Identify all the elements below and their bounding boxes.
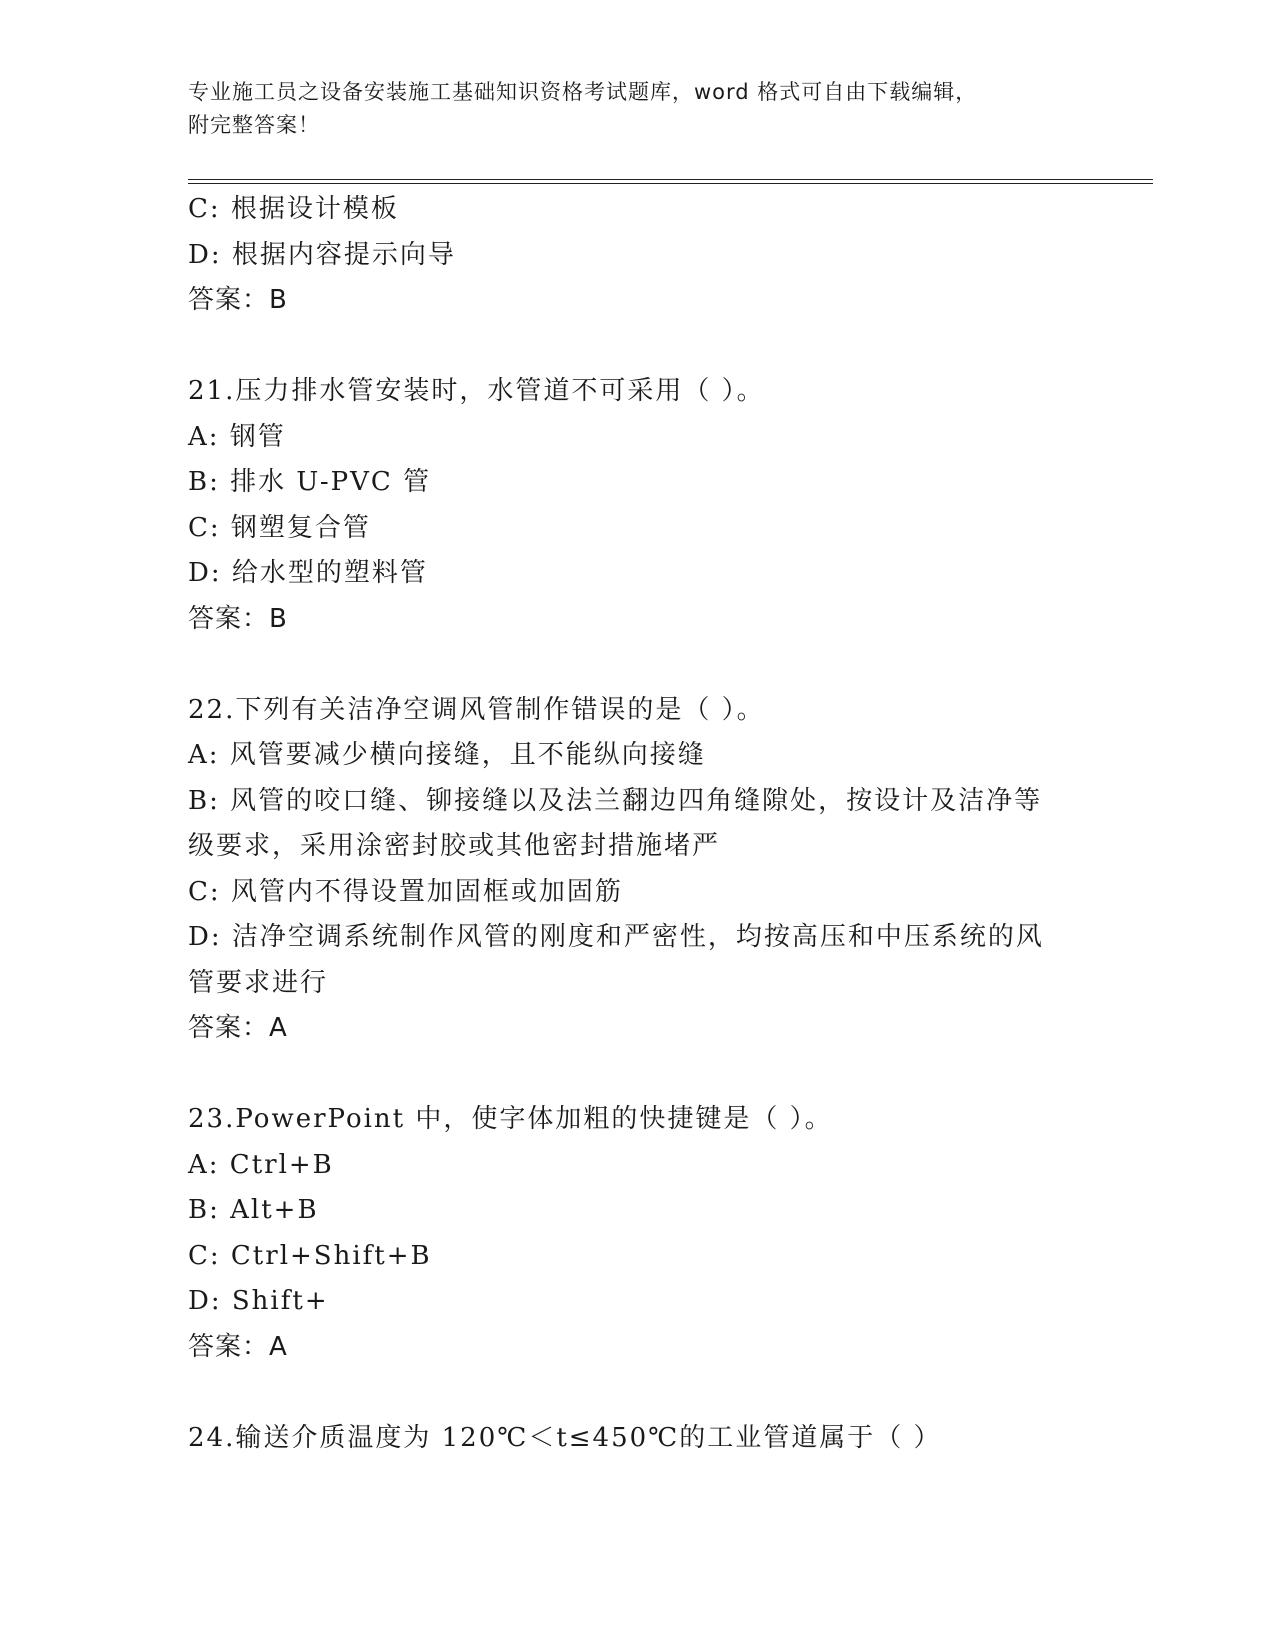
- question-stem: 23.PowerPoint 中，使字体加粗的快捷键是（ ）。: [188, 1104, 833, 1134]
- option-c: C: 钢塑复合管: [188, 512, 371, 543]
- option-d: D: 根据内容提示向导: [188, 239, 456, 270]
- option-a: A: 钢管: [188, 421, 286, 452]
- option-d: D: Shift+: [188, 1286, 329, 1316]
- option-b: B: 排水 U-PVC 管: [188, 467, 432, 497]
- header-divider-top: [188, 179, 1153, 180]
- question-block-21: [188, 369, 1088, 642]
- question-block-24: [188, 1416, 1088, 1462]
- question-block-20-tail: [188, 187, 1088, 324]
- question-stem: 22.下列有关洁净空调风管制作错误的是（ ）。: [188, 694, 765, 725]
- header-divider-bottom: [188, 183, 1153, 184]
- option-c: C: 根据设计模板: [188, 194, 399, 224]
- header-line-1: 专业施工员之设备安装施工基础知识资格考试题库，word 格式可自由下载编辑，: [188, 80, 978, 104]
- answer-label: 答案：A: [188, 1013, 288, 1043]
- question-spacer: [188, 1052, 1088, 1098]
- option-d: D: 给水型的塑料管: [188, 558, 428, 588]
- question-list: [188, 187, 1088, 1461]
- option-b-line-2: 级要求，采用涂密封胶或其他密封措施堵严: [188, 831, 721, 861]
- option-c: C: Ctrl+Shift+B: [188, 1240, 432, 1271]
- answer-label: 答案：B: [188, 603, 288, 634]
- question-spacer: [188, 1370, 1088, 1416]
- option-a: A: 风管要减少横向接缝，且不能纵向接缝: [188, 740, 706, 770]
- question-stem: 24.输送介质温度为 120℃＜t≤450℃的工业管道属于（ ）: [188, 1422, 942, 1453]
- answer-label: 答案：B: [188, 285, 288, 315]
- option-b-line-1: B: 风管的咬口缝、铆接缝以及法兰翻边四角缝隙处，按设计及洁净等: [188, 785, 1043, 816]
- header-line-2: 附完整答案！: [188, 113, 320, 137]
- document-header: [188, 76, 1068, 142]
- question-block-22: [188, 688, 1088, 1052]
- option-d-line-2: 管要求进行: [188, 967, 329, 998]
- question-spacer: [188, 324, 1088, 370]
- option-b: B: Alt+B: [188, 1195, 319, 1225]
- option-d-line-1: D: 洁净空调系统制作风管的刚度和严密性，均按高压和中压系统的风: [188, 922, 1044, 952]
- question-stem: 21.压力排水管安装时，水管道不可采用（ ）。: [188, 376, 765, 406]
- option-c: C: 风管内不得设置加固框或加固筋: [188, 876, 623, 907]
- question-spacer: [188, 642, 1088, 688]
- answer-label: 答案：A: [188, 1331, 288, 1362]
- option-a: A: Ctrl+B: [188, 1149, 334, 1180]
- question-block-23: [188, 1097, 1088, 1370]
